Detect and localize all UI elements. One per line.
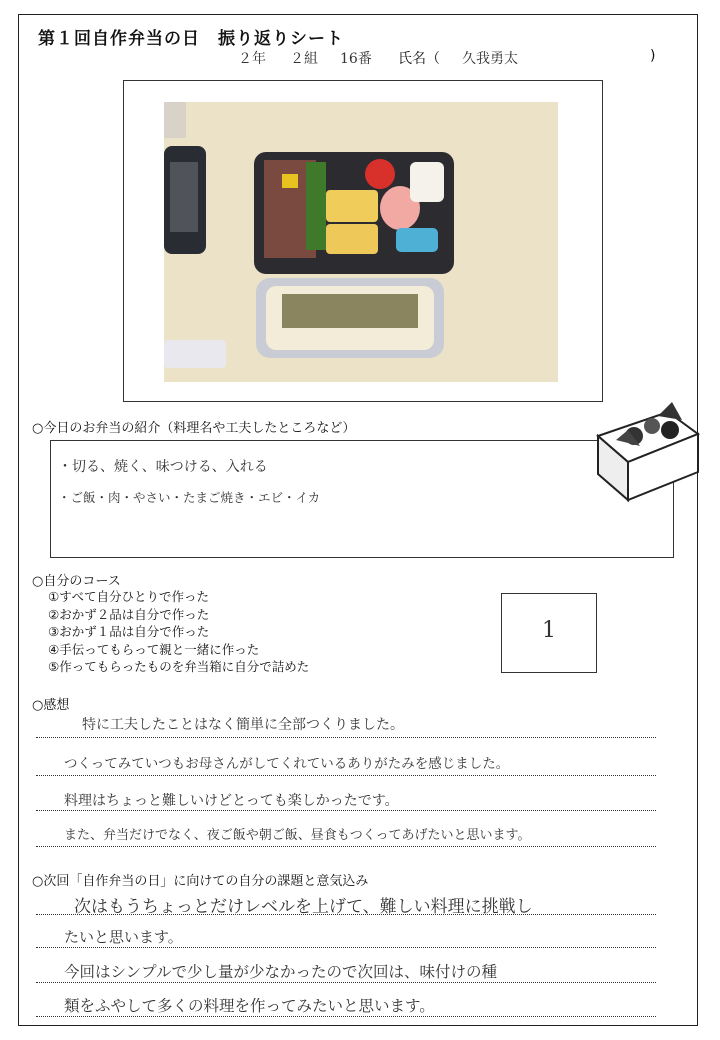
ruled-line xyxy=(36,982,656,983)
ruled-line xyxy=(36,775,656,776)
class-value: ２組 xyxy=(290,51,318,67)
impression-line: 特に工夫したことはなく簡単に全部つくりました。 xyxy=(82,717,404,733)
next-line: 次はもうちょっとだけレベルを上げて、難しい料理に挑戦し xyxy=(74,897,533,917)
ruled-line xyxy=(36,947,656,948)
impression-line: また、弁当だけでなく、夜ご飯や朝ご飯、昼食もつくってあげたいと思います。 xyxy=(64,828,531,843)
grade-value: ２年 xyxy=(238,51,266,67)
course-option: ②おかず２品は自分で作った xyxy=(48,606,210,622)
next-line: たいと思います。 xyxy=(64,928,183,946)
ruled-line xyxy=(36,846,656,847)
course-option: ①すべて自分ひとりで作った xyxy=(48,589,209,604)
intro-line: ・切る、焼く、味つける、入れる xyxy=(58,459,268,475)
ruled-line xyxy=(36,737,656,738)
course-option: ③おかず１品は自分で作った xyxy=(48,624,210,639)
bento-box-icon xyxy=(592,396,704,524)
impression-line: つくってみていつもお母さんがしてくれているありがたみを感じました。 xyxy=(64,756,510,772)
course-option: ⑤作ってもらったものを弁当箱に自分で詰めた xyxy=(48,659,310,674)
ruled-line xyxy=(36,914,656,915)
next-line: 類をふやして多くの料理を作ってみたいと思います。 xyxy=(64,997,435,1015)
name-close-paren: ) xyxy=(650,48,656,64)
ruled-line xyxy=(36,1016,656,1017)
name-label: 氏名（ xyxy=(398,51,440,67)
course-option: ④手伝ってもらって親と一緒に作った xyxy=(48,641,260,657)
intro-heading: ○今日のお弁当の紹介（料理名や工夫したところなど） xyxy=(32,421,356,436)
impression-line: 料理はちょっと難しいけどとっても楽しかったです。 xyxy=(64,793,399,809)
ruled-line xyxy=(36,810,656,811)
next-line: 今回はシンプルで少し量が少なかったので次回は、味付けの種 xyxy=(64,963,497,981)
intro-line: ・ご飯・肉・やさい・たまご焼き・エビ・イカ xyxy=(58,490,321,505)
number-value: 16番 xyxy=(340,51,372,67)
impressions-heading: ○感想 xyxy=(32,698,70,713)
course-options xyxy=(48,588,309,676)
bento-illustration xyxy=(164,102,558,382)
course-answer: 1 xyxy=(542,618,556,643)
course-heading: ○自分のコース xyxy=(32,574,121,589)
page-title: 第１回自作弁当の日 振り返りシート xyxy=(38,29,344,49)
bento-photo xyxy=(164,102,558,382)
name-value: 久我勇太 xyxy=(462,51,518,67)
next-heading: ○次回「自作弁当の日」に向けての自分の課題と意気込み xyxy=(32,874,369,889)
